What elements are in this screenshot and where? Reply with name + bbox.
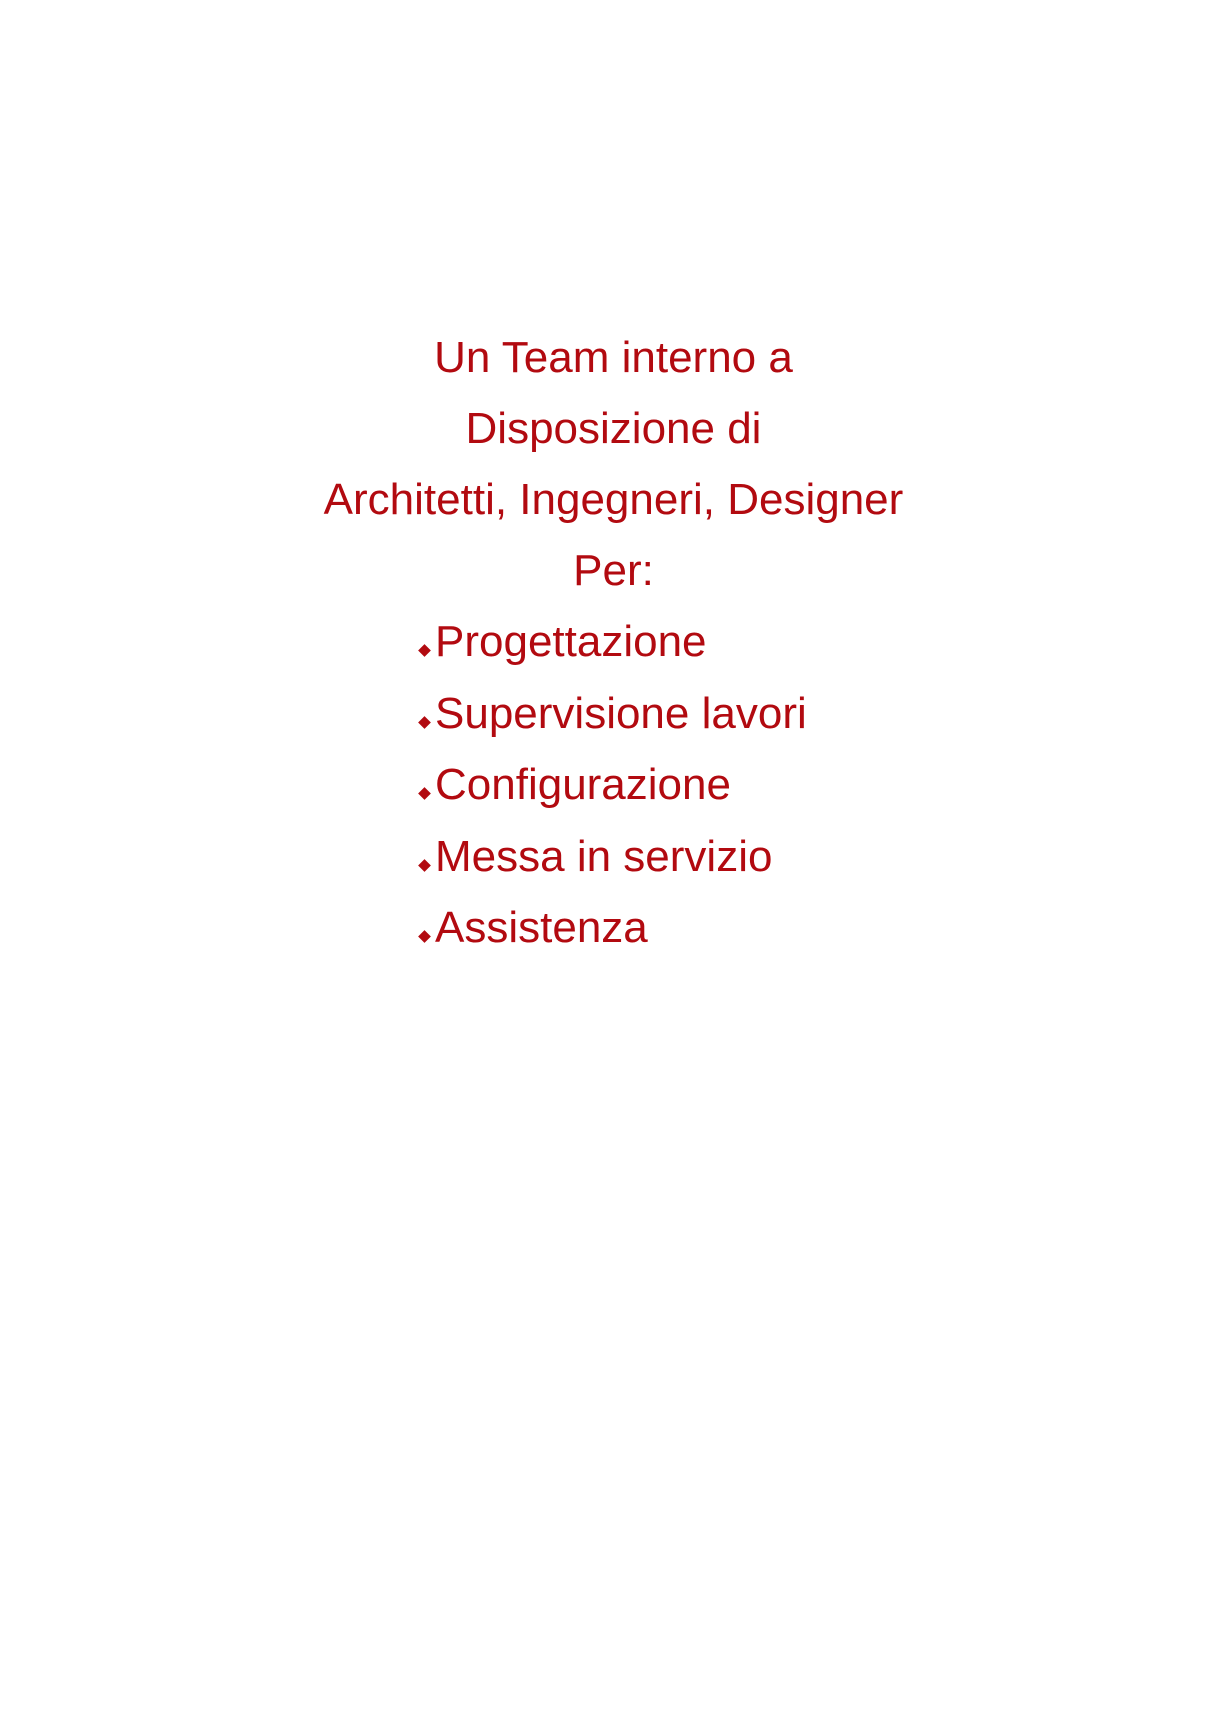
list-item-label: Messa in servizio xyxy=(435,831,773,881)
list-item xyxy=(420,606,807,678)
list-item-label: Configurazione xyxy=(435,760,731,809)
heading-line-4: Per: xyxy=(573,546,654,595)
diamond-bullet-icon xyxy=(418,716,431,729)
list-item-label: Assistenza xyxy=(435,903,648,952)
heading-line-2: Disposizione di xyxy=(465,404,762,453)
diamond-bullet-icon xyxy=(418,787,431,800)
list-item-label: Supervisione lavori xyxy=(435,688,807,738)
list-item xyxy=(420,678,807,750)
list-item xyxy=(420,821,807,893)
diamond-bullet-icon xyxy=(418,859,431,872)
heading-line-1: Un Team interno a xyxy=(434,333,793,382)
diamond-bullet-icon xyxy=(418,644,431,657)
diamond-bullet-icon xyxy=(418,930,431,943)
heading-block xyxy=(0,322,1227,606)
list-item-label: Progettazione xyxy=(435,617,707,666)
heading-line-3: Architetti, Ingegneri, Designer xyxy=(323,475,904,524)
list-item xyxy=(420,892,807,964)
list-item xyxy=(420,749,807,821)
services-list xyxy=(420,606,807,964)
